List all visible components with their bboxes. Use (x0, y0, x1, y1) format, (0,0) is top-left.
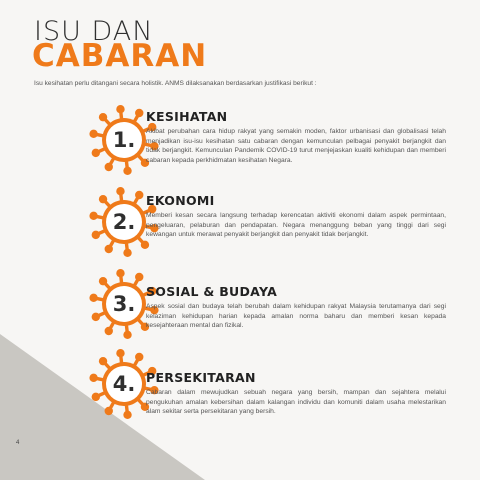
issue-heading: SOSIAL & BUDAYA (146, 284, 278, 299)
issue-heading: EKONOMI (146, 193, 215, 208)
issue-description: Aspek sosial dan budaya telah berubah dalam kehidupan rakyat Malaysia terutamanya dari segi kelaziman kehidupan harian kepada amalan norma baharu dan memberi kesan kepada kesejahteraan mental dan fizikal. (146, 303, 446, 330)
issue-description: Memberi kesan secara langsung terhadap kerencatan aktiviti ekonomi dalam aspek permintaan, pengeluaran, pelaburan dan pendapatan. Negara menanggung beban yang tinggi dari segi kewangan untuk merawat penyakit berjangkit dan penyakit tidak berjangkit. (146, 212, 446, 239)
issue-item-sosial-budaya (0, 268, 480, 348)
issue-number: 2. (112, 210, 136, 234)
issue-heading: KESIHATAN (146, 109, 228, 124)
issue-item-kesihatan (0, 104, 480, 184)
issue-number: 1. (112, 128, 136, 152)
issue-item-persekitaran (0, 348, 480, 428)
issue-number: 3. (112, 292, 136, 316)
page-number: 4 (16, 440, 20, 446)
issue-description: Cabaran dalam mewujudkan sebuah negara yang bersih, mampan dan sejahtera melalui pengukuhan amalan kebersihan dalam kalangan individu dan komuniti dalam usaha melestarikan alam sekitar serta persekitaran yang bersih. (146, 389, 446, 416)
intro-text: Isu kesihatan perlu ditangani secara holistik. ANMS dilaksanakan berdasarkan justifikasi berikut : (34, 80, 317, 87)
issue-heading: PERSEKITARAN (146, 370, 256, 385)
title-line-1: ISU DAN (34, 16, 154, 47)
issue-item-ekonomi (0, 186, 480, 266)
issue-number: 4. (112, 372, 136, 396)
title-line-2: CABARAN (32, 38, 208, 74)
issue-description: Akibat perubahan cara hidup rakyat yang semakin moden, faktor urbanisasi dan globalisasi telah menjadikan isu-isu kesihatan satu cabaran dengan kemunculan pelbagai penyakit berjangkit dan tidak berjangkit. Kemunculan Pandemik COVID-19 turut menjejaskan kualiti kehidupan dan memberi cabaran kepada perkhidmatan kesihatan Negara. (146, 128, 446, 164)
